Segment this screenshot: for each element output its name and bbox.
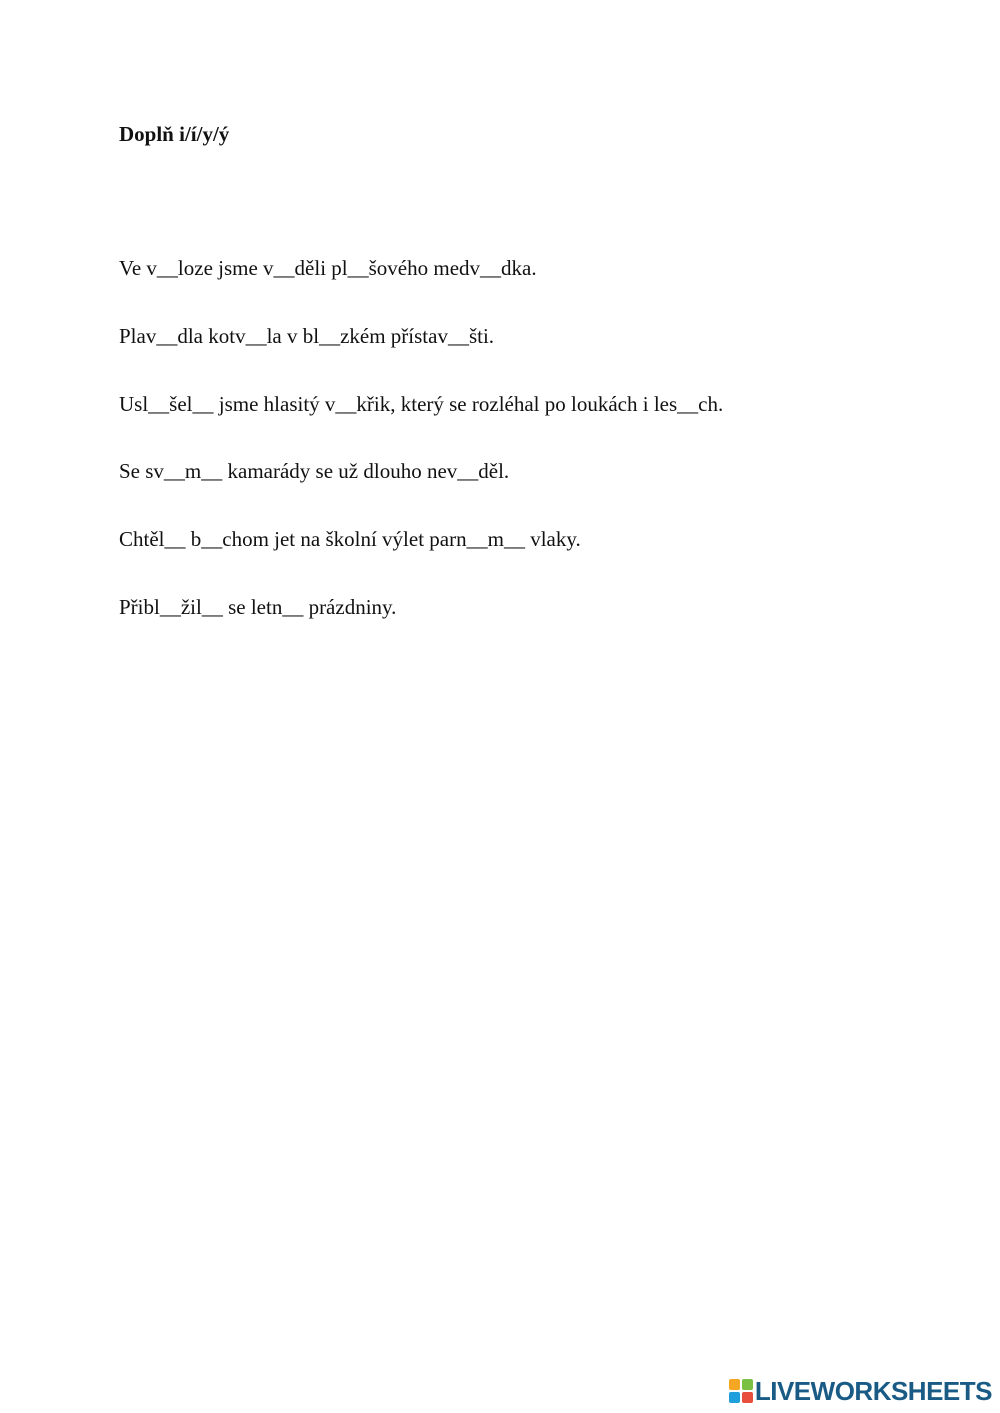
- sentence-6: Přibl__žil__ se letn__ prázdniny.: [119, 594, 397, 619]
- sentence-4: Se sv__m__ kamarády se už dlouho nev__děl.: [119, 459, 510, 484]
- sentence-1: Ve v__loze jsme v__děli pl__šového medv__dka.: [119, 256, 537, 280]
- logo-square-green: [742, 1379, 753, 1390]
- logo-square-orange: [729, 1379, 740, 1390]
- sentence-2: Plav__dla kotv__la v bl__zkém přístav__šti.: [119, 323, 495, 348]
- logo-text: LIVEWORKSHEETS: [754, 1376, 992, 1406]
- liveworksheets-logo-icon: [729, 1379, 753, 1403]
- sentence-list: [119, 254, 939, 661]
- liveworksheets-logo: [729, 1377, 992, 1405]
- logo-square-blue: [729, 1392, 740, 1403]
- sentence-5: Chtěl__ b__chom jet na školní výlet parn__m__ vlaky.: [119, 527, 581, 552]
- worksheet-title: Doplň i/í/y/ý: [119, 122, 230, 146]
- logo-square-red: [742, 1392, 753, 1403]
- sentence-3: Usl__šel__ jsme hlasitý v__křik, který se rozléhal po loukách i les__ch.: [119, 391, 724, 416]
